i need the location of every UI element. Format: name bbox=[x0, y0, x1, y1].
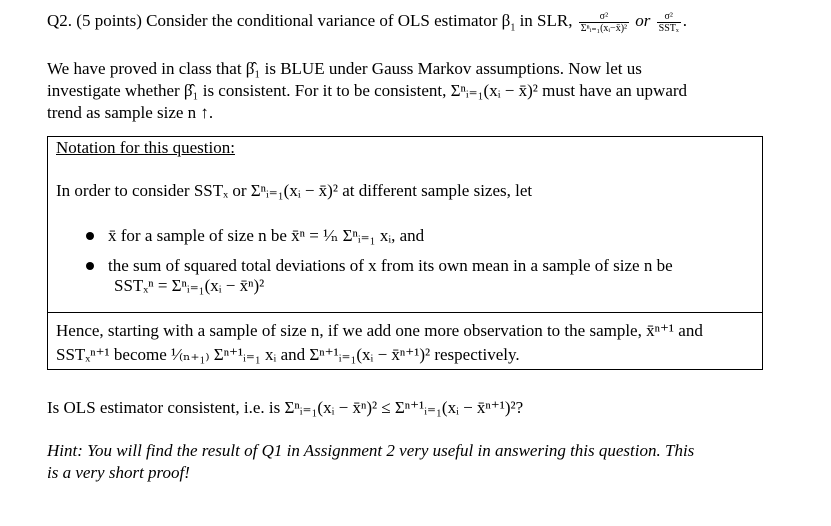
question-heading: Q2. (5 points) Consider the conditional variance of OLS estimator $\beta_1$ in SLR, $\frac{\text{σ²}}{\text{Σⁿᵢ₌₁(xᵢ−x̄)²}}$ or $\frac{\text{σ²}}{\text{SSTₓ}}$ . bbox=[47, 10, 688, 34]
or-word: or bbox=[635, 11, 651, 30]
question-lead-tail: in SLR, bbox=[519, 11, 573, 30]
consistency-question: Is OLS estimator consistent, i.e. is Σⁿᵢ₌₁(xᵢ − x̄ⁿ)² ≤ Σⁿ⁺¹ᵢ₌₁(xᵢ − x̄ⁿ⁺¹)²? bbox=[47, 398, 524, 417]
question-lead: Q2. (5 points) Consider the conditional variance of OLS estimator β bbox=[47, 11, 511, 30]
bullet-item-1: x̄ for a sample of size n be x̄ⁿ = ¹⁄ₙ Σⁿᵢ₌₁ xᵢ, and bbox=[108, 226, 425, 245]
bullet-dot-2 bbox=[86, 262, 94, 270]
paragraph-line-3: trend as sample size n ↑. bbox=[47, 103, 214, 122]
paragraph-line-1: We have proved in class that β̂₁ is BLUE under Gauss Markov assumptions. Now let us bbox=[47, 59, 642, 78]
hint-line-1: Hint: You will find the result of Q1 in Assignment 2 very useful in answering this question. This bbox=[47, 441, 695, 460]
paragraph-line-2: investigate whether β̂₁ is consistent. For it to be consistent, Σⁿᵢ₌₁(xᵢ − x̄)² must have an upward bbox=[47, 81, 688, 100]
bullet-item-2-line-2: SSTₓⁿ = Σⁿᵢ₌₁(xᵢ − x̄ⁿ)² bbox=[114, 276, 265, 295]
hence-line-1: Hence, starting with a sample of size n, if we add one more observation to the sample, x̄ⁿ⁺¹ and bbox=[56, 321, 703, 340]
notation-box-divider bbox=[47, 312, 763, 313]
bullet-dot-1 bbox=[86, 232, 94, 240]
notation-title: Notation for this question: bbox=[56, 138, 235, 157]
variance-fraction-1-denominator: Σⁿᵢ₌₁(xᵢ−x̄)² bbox=[580, 22, 628, 34]
variance-fraction-1-numerator: σ² bbox=[579, 11, 629, 23]
hence-line-2: SSTₓⁿ⁺¹ become ¹⁄₍ₙ₊₁₎ Σⁿ⁺¹ᵢ₌₁ xᵢ and Σⁿ⁺¹ᵢ₌₁(xᵢ − x̄ⁿ⁺¹)² respectively. bbox=[56, 345, 520, 364]
variance-fraction-2-denominator: SSTₓ bbox=[658, 22, 679, 34]
variance-fraction-1 bbox=[579, 11, 629, 34]
variance-fraction-2-numerator: σ² bbox=[657, 11, 681, 23]
bullet-item-2-line-1: the sum of squared total deviations of x from its own mean in a sample of size n be bbox=[108, 256, 673, 275]
hint-line-2: is a very short proof! bbox=[47, 463, 190, 482]
notation-intro: In order to consider SSTₓ or Σⁿᵢ₌₁(xᵢ − x̄)² at different sample sizes, let bbox=[56, 181, 533, 200]
variance-fraction-2 bbox=[657, 11, 681, 34]
